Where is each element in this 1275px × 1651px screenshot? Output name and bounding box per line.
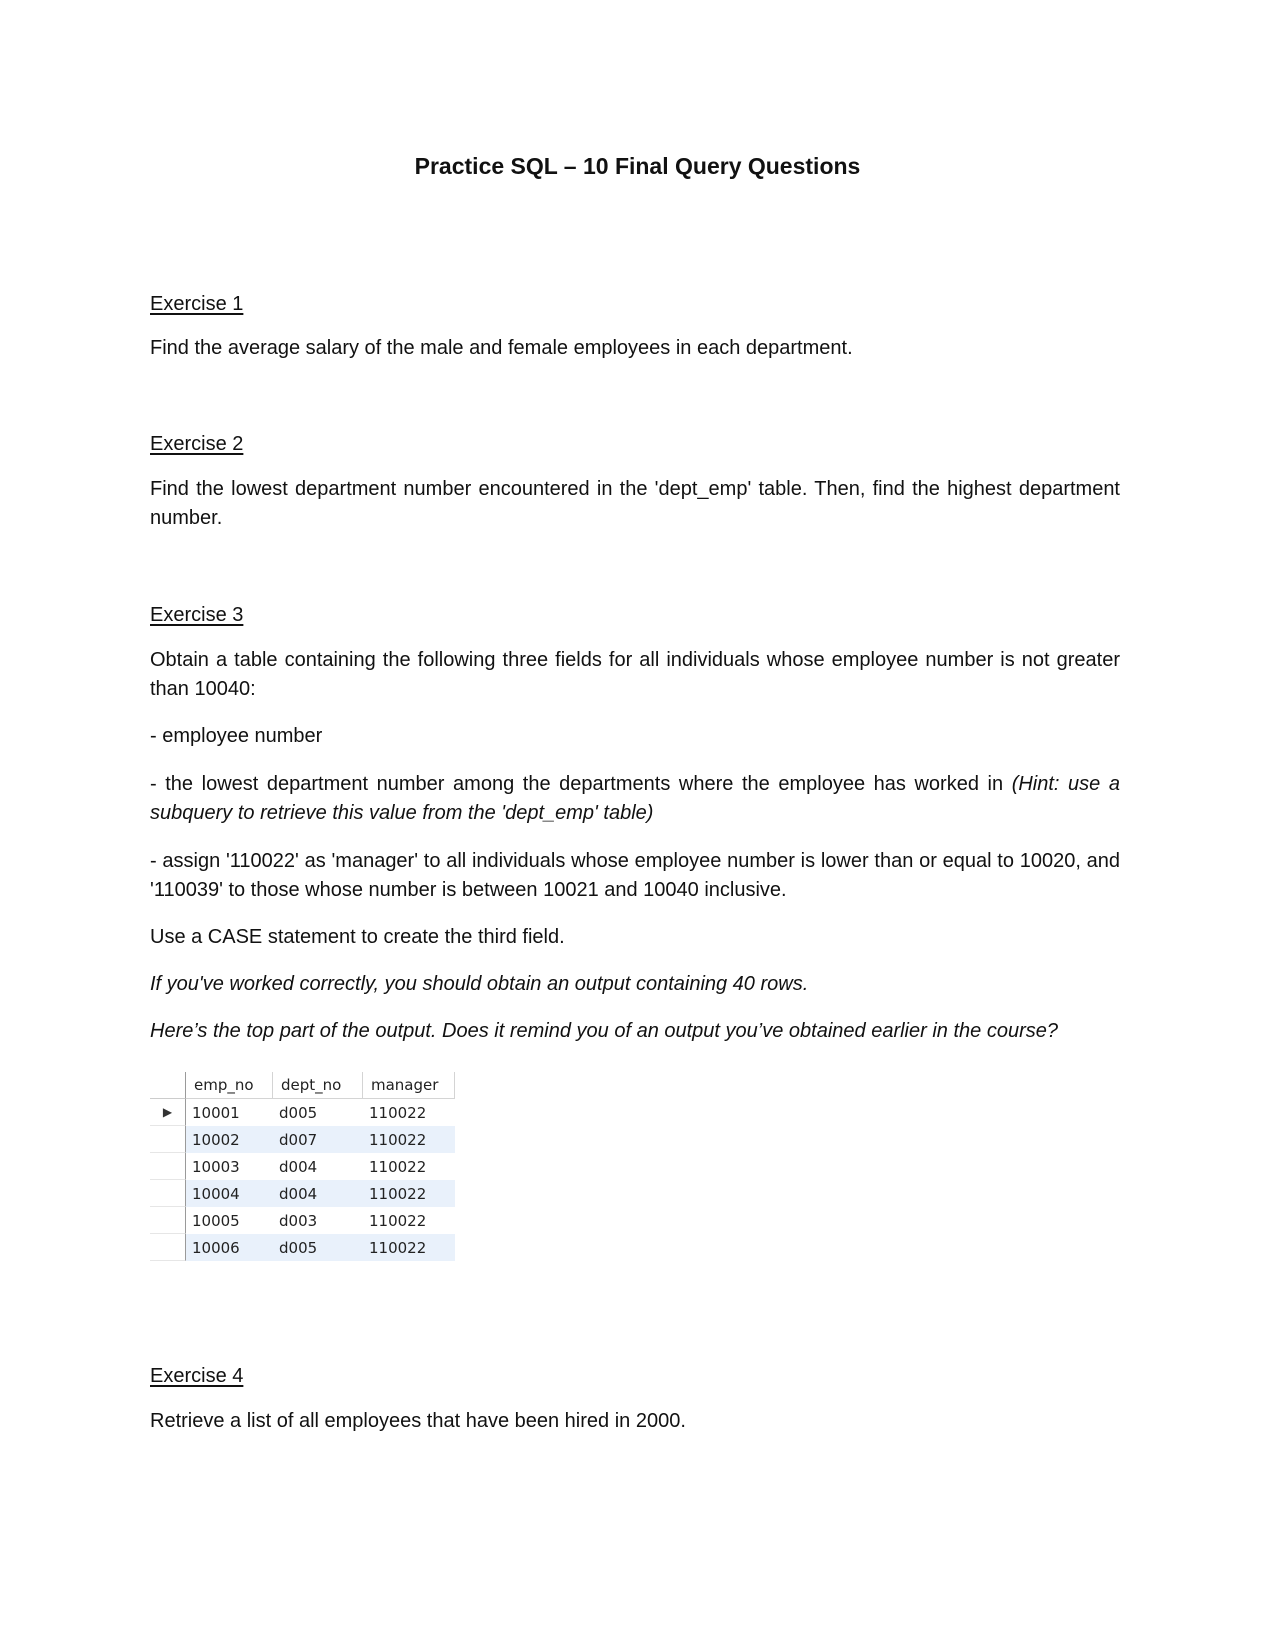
- cell-emp-no[interactable]: 10003: [192, 1157, 240, 1176]
- cell-dept-no[interactable]: d004: [273, 1180, 363, 1207]
- exercise-4-heading: Exercise 4: [150, 1365, 244, 1387]
- cell-emp-no[interactable]: 10005: [192, 1211, 240, 1230]
- cell-manager[interactable]: 110022: [369, 1157, 427, 1176]
- exercise-4-text: Retrieve a list of all employees that have been hired in 2000.: [150, 1410, 686, 1432]
- exercise-3-output-note: Here’s the top part of the output. Does it remind you of an output you’ve obtained earlier in the course?: [150, 1020, 1058, 1042]
- cell-dept-no[interactable]: d004: [279, 1157, 318, 1176]
- cell-manager[interactable]: 110022: [369, 1211, 427, 1230]
- row-marker: [150, 1126, 186, 1153]
- table-row[interactable]: [150, 1234, 455, 1261]
- row-marker: [150, 1234, 186, 1261]
- exercise-3-rows-note: If you've worked correctly, you should obtain an output containing 40 rows.: [150, 973, 809, 995]
- exercise-1-heading: Exercise 1: [150, 293, 244, 315]
- exercise-3-intro: Obtain a table containing the following three fields for all individuals whose employee number is not greater than 10040:: [150, 649, 1120, 700]
- exercise-3-heading: Exercise 3: [150, 604, 244, 626]
- cell-manager[interactable]: 110022: [369, 1103, 427, 1122]
- row-marker-header: [150, 1072, 186, 1099]
- result-grid: [150, 1072, 455, 1261]
- table-row[interactable]: [150, 1207, 455, 1234]
- exercise-1-text: Find the average salary of the male and female employees in each department.: [150, 337, 853, 359]
- cell-dept-no[interactable]: d003: [279, 1211, 318, 1230]
- cell-dept-no[interactable]: d005: [279, 1103, 318, 1122]
- exercise-2-text: Find the lowest department number encountered in the 'dept_emp' table. Then, find the highest department number.: [150, 478, 1120, 529]
- result-grid-body: [150, 1099, 455, 1261]
- cell-emp-no[interactable]: 10004: [186, 1180, 273, 1207]
- column-header-dept-no[interactable]: dept_no: [273, 1072, 363, 1099]
- table-row[interactable]: [150, 1153, 455, 1180]
- table-row[interactable]: [150, 1099, 455, 1126]
- page-title: Practice SQL – 10 Final Query Questions: [414, 153, 861, 179]
- row-marker: [150, 1207, 186, 1234]
- hint-text: (Hint: use a subquery to retrieve this value from the 'dept_emp' table): [150, 773, 1121, 824]
- cell-dept-no[interactable]: d005: [273, 1234, 363, 1261]
- table-row[interactable]: [150, 1126, 455, 1153]
- cell-emp-no[interactable]: 10006: [186, 1234, 273, 1261]
- exercise-3-case-note: Use a CASE statement to create the third field.: [150, 926, 565, 948]
- column-header-manager[interactable]: manager: [363, 1072, 455, 1099]
- cell-manager[interactable]: 110022: [363, 1234, 455, 1261]
- exercise-3-bullet-manager: - assign '110022' as 'manager' to all individuals whose employee number is lower than or equal to 10020, and '110039' to those whose number is between 10021 and 10040 inclusive.: [150, 850, 1120, 901]
- cell-emp-no[interactable]: 10002: [186, 1126, 273, 1153]
- current-row-marker-icon: ▶: [150, 1099, 186, 1126]
- row-marker: [150, 1153, 186, 1180]
- column-header-emp-no[interactable]: emp_no: [186, 1072, 273, 1099]
- cell-manager[interactable]: 110022: [363, 1126, 455, 1153]
- row-marker: [150, 1180, 186, 1207]
- cell-manager[interactable]: 110022: [363, 1180, 455, 1207]
- exercise-2-heading: Exercise 2: [150, 433, 244, 455]
- exercise-3-bullet-employee-number: - employee number: [150, 725, 323, 747]
- bullet-main-text: - the lowest department number among the departments where the employee has worked in: [150, 773, 1012, 795]
- cell-emp-no[interactable]: 10001: [192, 1103, 240, 1122]
- cell-dept-no[interactable]: d007: [273, 1126, 363, 1153]
- exercise-3-bullet-lowest-dept: [150, 770, 1120, 828]
- result-grid-header: [150, 1072, 455, 1099]
- table-row[interactable]: [150, 1180, 455, 1207]
